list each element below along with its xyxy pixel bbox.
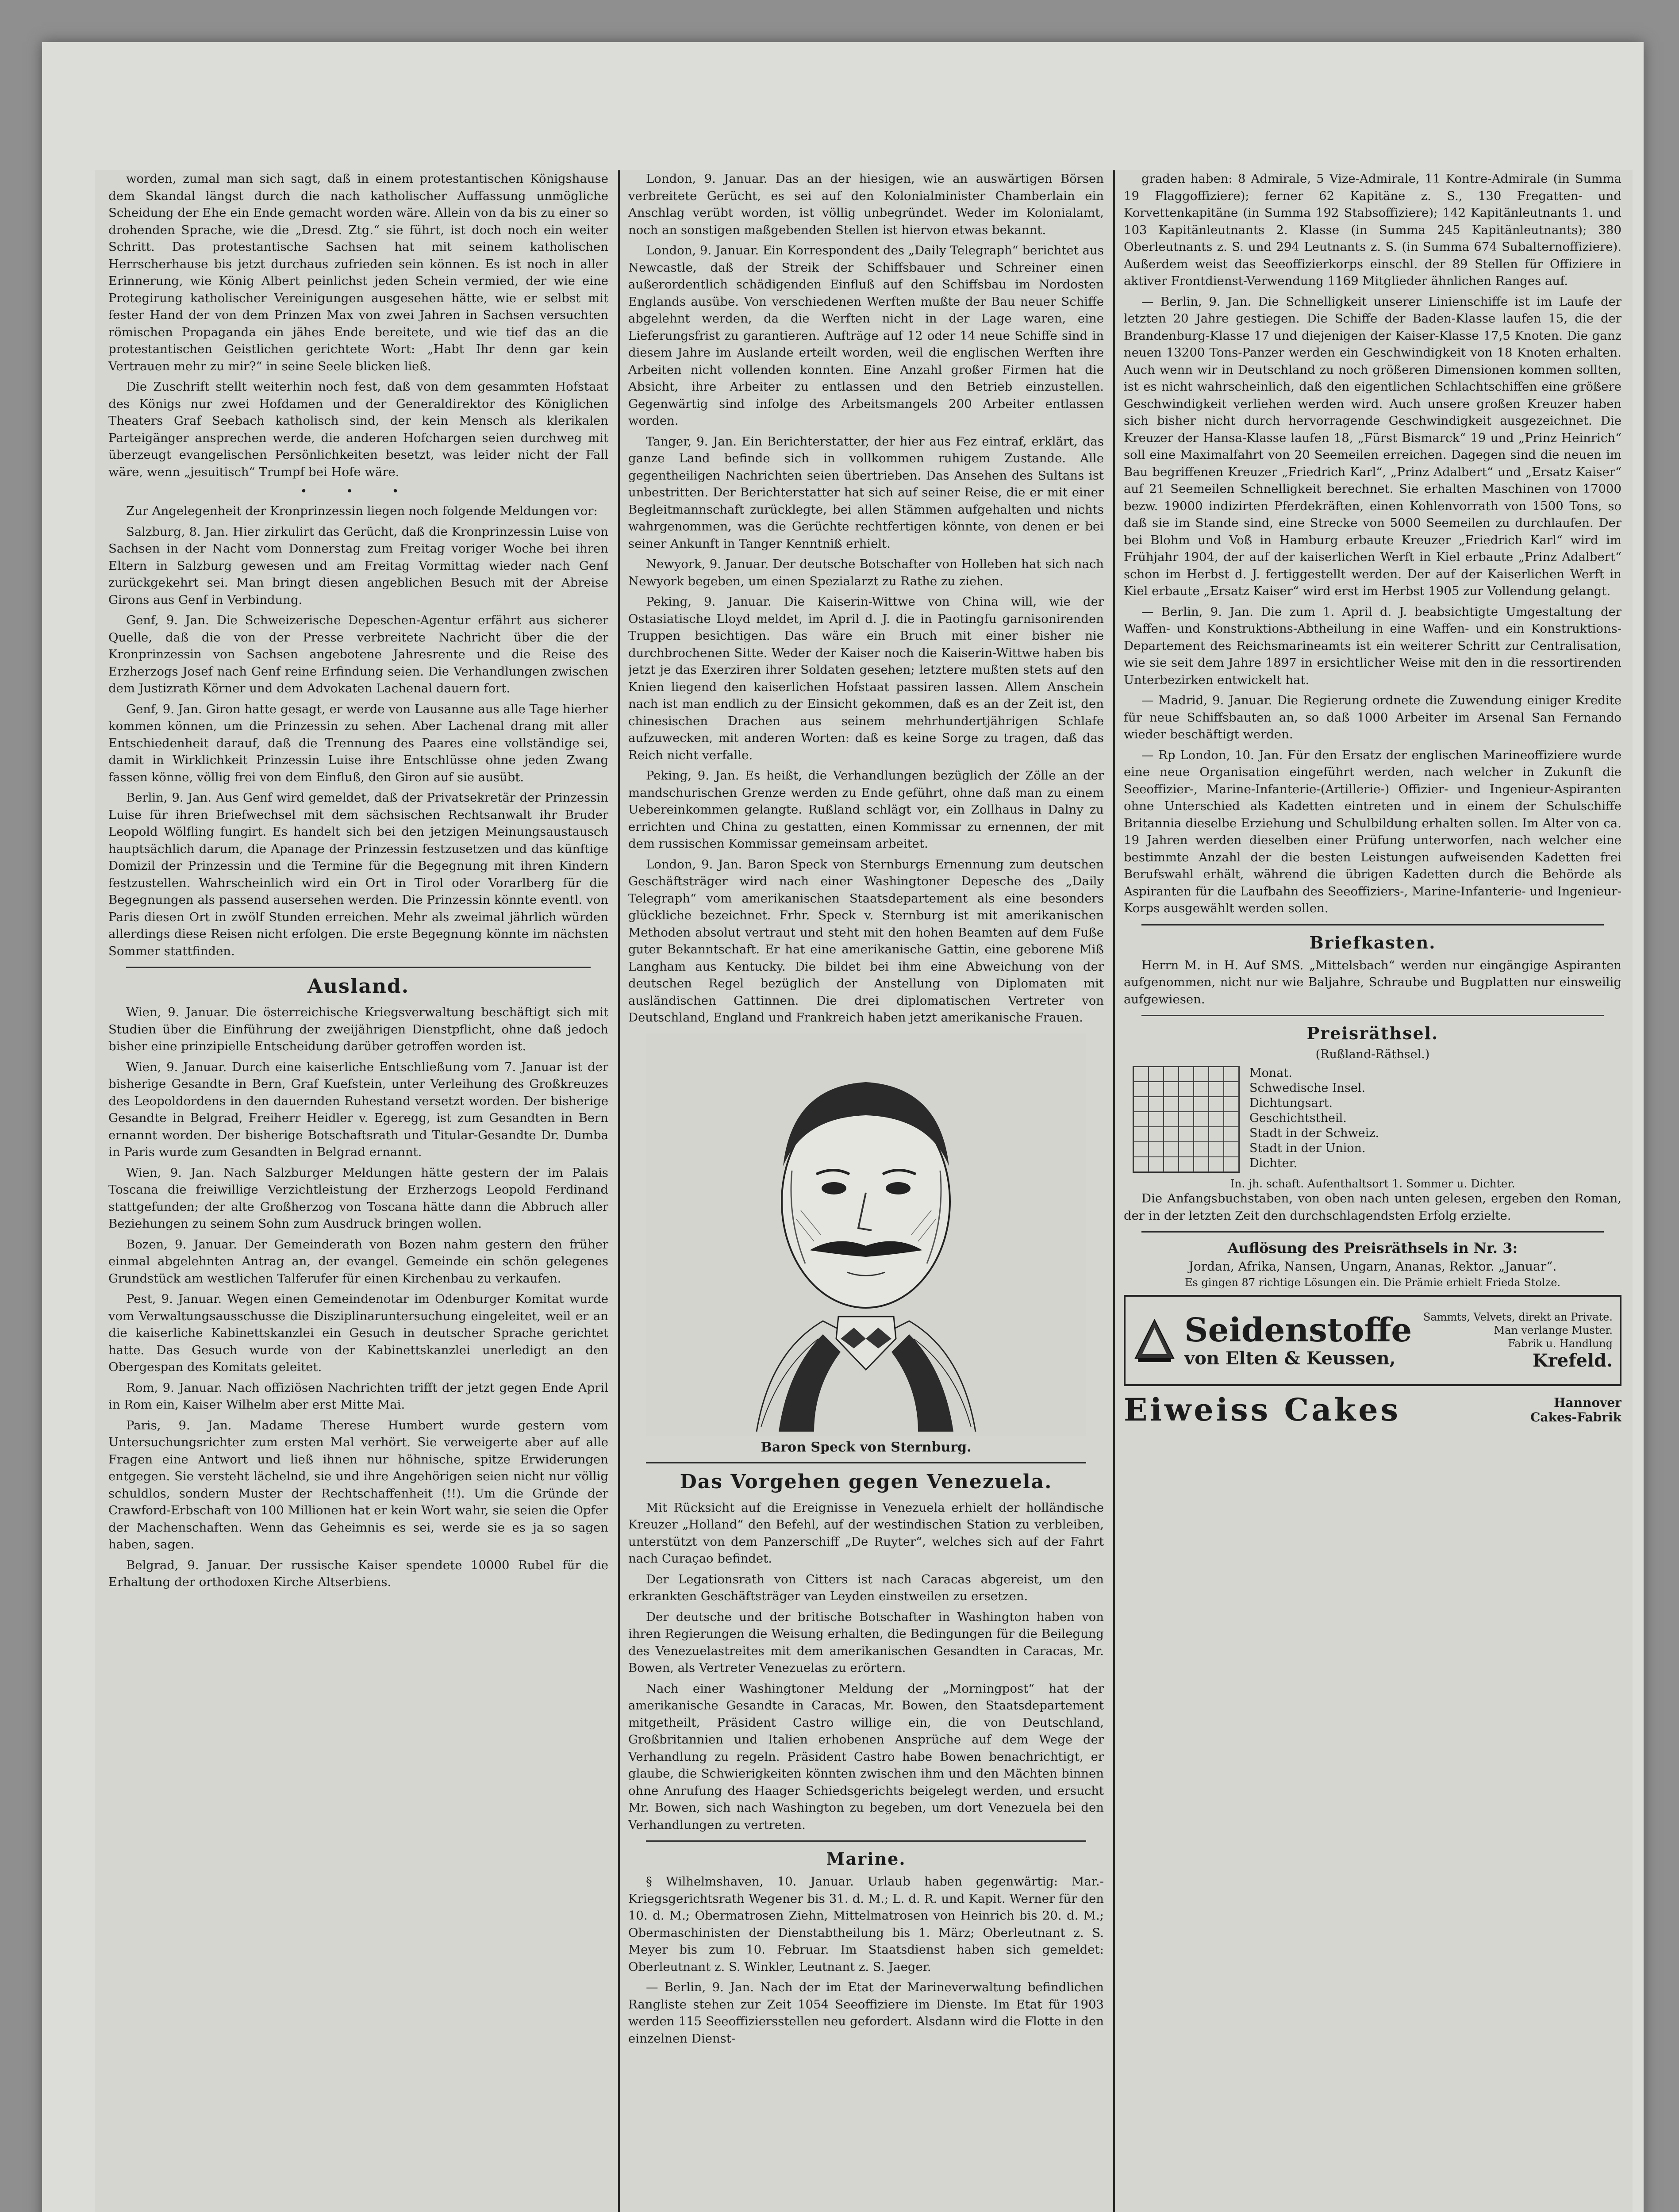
silk-offer: Sammts, Velvets, direkt an Private. Man verlange Muster. — [1423, 1310, 1613, 1336]
section-heading-marine: Marine. — [826, 1849, 906, 1869]
puzzle-clue: Stadt in der Union. — [1249, 1141, 1366, 1155]
puzzle-subtitle: (Rußland-Räthsel.) — [1315, 1048, 1430, 1061]
news-item: — Berlin, 9. Jan. Die Schnelligkeit unserer Linienschiffe ist im Laufe der letzten 20 Jahre gestiegen. Die Schiffe der Baden-Klasse laufen 15, die der Brandenburg-Klasse 17 und diejenigen der Kaiser-Klasse 17,5 Knoten. Die ganz neuen 13200 Tons-Panzer werden ein Geschwindigkeit von 18 Knoten erhalten. Auch wenn wir in Deutschland zu noch größeren Dimensionen kommen sollten, ist es nicht wahrscheinlich, daß den eigentlichen Schlachtschiffen eine größere Geschwindigkeit verliehen werden wird. Auch unsere großen Kreuzer haben sich bisher nicht durch hervorragende Geschwindigkeit ausgezeichnet. Die Kreuzer der Hansa-Klasse laufen 18, „Fürst Bismarck“ 19 und „Prinz Heinrich“ soll eine Maximalfahrt von 20 Seemeilen erreichen. Dagegen sind die neuen im Bau begriffenen Kreuzer „Friedrich Karl“, „Prinz Adalbert“ und „Ersatz Kaiser“ auf 21 Seemeilen Schnelligkeit berechnet. Sie erhalten Maschinen von 17000 bezw. 19000 indizirten Pferdekräften, einen Kohlenvorrath von 1500 Tons, so daß sie im Stande sind, eine Strecke von 5000 Seemeilen zu durchlaufen. Der bei Blohm und Voß in Hamburg erbaute Kreuzer „Friedrich Karl“ wird im Frühjahr 1904, der auf der kaiserlichen Werft in Kiel erbaute „Prinz Adalbert“ schon im Herbst d. J. fertiggestellt werden. Der auf der Kaiserlichen Werft in Kiel erbaute „Ersatz Kaiser“ wird erst im Herbst 1905 zur Vollendung gelangt. — [1124, 294, 1621, 598]
silk-brand: Seidenstoffe — [1184, 1311, 1412, 1349]
column-rule — [618, 170, 620, 2212]
news-item: § Wilhelmshaven, 10. Januar. Urlaub haben gegenwärtig: Mar.-Kriegsgerichtsrath Wegener bis 31. d. M.; L. d. R. und Kapit. Werner für den 10. d. M.; Obermatrosen Ziehn, Mittelmatrosen von Heinrich bis 20. d. M.; Obermaschinisten der Dienstabtheilung bis 1. März; Oberleutnant z. S. Meyer bis zum 10. Februar. Im Staatsdienst haben sich gemeldet: Oberleutnant z. S. Winkler, Leutnant z. S. Jaeger. — [628, 1874, 1104, 1974]
news-item: Wien, 9. Januar. Die österreichische Kriegsverwaltung beschäftigt sich mit Studien über die Einführung der zweijährigen Dienstpflicht, ohne daß jedoch bisher eine prinzipielle Entscheidung darüber getroffen worden ist. — [108, 1005, 608, 1053]
section-intro: Zur Angelegenheit der Kronprinzessin liegen noch folgende Meldungen vor: — [126, 504, 598, 518]
news-item: Peking, 9. Jan. Es heißt, die Verhandlungen bezüglich der Zölle an der mandschurischen Grenze werden zu Ende geführt, ohne daß man zu einem Uebereinkommen gelangte. Rußland schlägt vor, ein Zollhaus in Dalny zu errichten und China zu gestatten, einen Kommissar zu ernennen, der mit dem russischen Kommissar gemeinsam arbeitet. — [628, 768, 1104, 851]
portrait-caption: Baron Speck von Sternburg. — [761, 1439, 972, 1455]
puzzle-clue: Monat. — [1249, 1066, 1292, 1080]
news-item: Bozen, 9. Januar. Der Gemeinderath von Bozen nahm gestern den früher einmal abgelehnten Antrag an, der evangel. Gemeinde ein schön gelegenes Grundstück am westlichen Talferufer für einen Kirchenbau zu verkaufen. — [108, 1237, 608, 1286]
news-item: graden haben: 8 Admirale, 5 Vize-Admirale, 11 Kontre-Admirale (in Summa 19 Flaggoffiziere); ferner 62 Kapitäne z. S., 130 Fregatten- und Korvettenkapitäne (in Summa 192 Stabsoffiziere); 142 Kapitänleutnants 1. und 103 Kapitänleutnants 2. Klasse (in Summa 245 Kapitänleutnants); 380 Oberleutnants z. S. und 294 Leutnants z. S. (in Summa 674 Subalternoffiziere). Außerdem weist das Seeoffizierkorps einschl. der 89 Stellen für Offiziere in aktiver Frontdienst-Verwendung 1169 Mitglieder ähnlichen Ranges auf. — [1124, 172, 1621, 288]
letterbox-text: Herrn M. in H. Auf SMS. „Mittelsbach“ werden nur eingängige Aspiranten aufgenommen, nicht nur wie Baljahre, Schraube und Bugplatten nur einsweilig aufgewiesen. — [1124, 958, 1621, 1006]
news-item: Pest, 9. Januar. Wegen einen Gemeindenotar im Odenburger Komitat wurde vom Verwaltungsausschusse die Disziplinaruntersuchung eingeleitet, weil er an die kaiserliche Kabinettskanzlei ein Gesuch in deutscher Sprache gerichtet hatte. Das Gesuch wurde von der Kabinettskanzlei unerledigt an den Obergespan des Komitats geleitet. — [108, 1292, 608, 1374]
section-heading-puzzle: Preisräthsel. — [1306, 1023, 1439, 1043]
news-item: Der Legationsrath von Citters ist nach Caracas abgereist, um den erkrankten Geschäftsträger van Leyden einstweilen zu ersetzen. — [628, 1572, 1104, 1603]
divider — [126, 967, 591, 968]
newspaper-page — [95, 170, 1633, 2212]
column-2 — [628, 170, 1104, 2212]
divider — [1141, 1231, 1604, 1233]
news-item: Genf, 9. Jan. Die Schweizerische Depeschen-Agentur erfährt aus sicherer Quelle, daß die von der Presse verbreitete Nachricht über die der Kronprinzessin von Sachsen angebotene Jahresrente und die Reise des Erzherzogs Josef nach Genf reine Erfindung seien. Die Verhandlungen zwischen dem Justizrath Körner und dem Advokaten Lachenal dauern fort. — [108, 613, 608, 695]
article-paragraph: Die Zuschrift stellt weiterhin noch fest, daß von dem gesammten Hofstaat des Königs nur zwei Hofdamen und der Generaldirektor des Königlichen Theaters Graf Seebach katholisch sind, der kein Mensch als klerikalen Parteigänger ansprechen werde, die anderen Hofchargen seien durchweg mit überzeugt evangelischen Persönlichkeiten besetzt, was leider nicht der Fall wäre, wenn „jesuitisch“ Trumpf bei Hofe wäre. — [108, 380, 608, 479]
cakes-subtitle: Cakes-Fabrik — [1530, 1409, 1621, 1425]
news-item: Paris, 9. Jan. Madame Therese Humbert wurde gestern vom Untersuchungsrichter zum ersten Mal verhört. Sie verweigerte aber auf alle Fragen eine Antwort und ließ ihnen nur höhnische, spitze Erwiderungen entgegen. Sie versteht lächelnd, sie und ihre Angehörigen seien nicht nur völlig schuldlos, sondern Muster der Rechtschaffenheit (!!). Um die Gründe der Crawford-Erbschaft von 100 Millionen hat er kein Wort wahr, sie seien die Opfer der Machenschaften. Wenn das Geheimnis es sei, werde sie es ja so sagen haben, sagen. — [108, 1418, 608, 1551]
cakes-advertisement — [1124, 1391, 1621, 1428]
silk-maker: von Elten & Keussen, — [1184, 1348, 1396, 1369]
news-item: Belgrad, 9. Januar. Der russische Kaiser spendete 10000 Rubel für die Erhaltung der orthodoxen Kirche Altserbiens. — [108, 1558, 608, 1589]
silk-factory-logo-icon — [1133, 1303, 1176, 1378]
news-item: Genf, 9. Jan. Giron hatte gesagt, er werde von Lausanne aus alle Tage hierher kommen können, um die Prinzessin zu sehen. Aber Lachenal drang mit aller Entschiedenheit darauf, daß die Trennung des Paares eine vollständige sei, damit in Wirklichkeit Prinzessin Luise ihre Entschlüsse ohne jeden Zwang fassen könne, völlig frei von dem Einfluß, den Giron auf sie ausübt. — [108, 702, 608, 784]
solution-note: Es gingen 87 richtige Lösungen ein. Die Prämie erhielt Frieda Stolze. — [1184, 1276, 1561, 1289]
divider — [646, 1462, 1086, 1463]
article-paragraph: worden, zumal man sich sagt, daß in einem protestantischen Königshause dem Skandal längst durch die nach katholischer Auffassung unmögliche Scheidung der Ehe ein Ende gemacht worden wäre. Allein von da bis zu einer so drohenden Sprache, wie die „Dresd. Ztg.“ sie führt, ist doch noch ein weiter Schritt. Das protestantische Sachsen hat mit seinem katholischen Herrscherhause bis jetzt durchaus zufrieden sein können. Es ist noch in aller Erinnerung, wie König Albert peinlichst jeden Schein vermied, der wie eine Protegirung katholischer Vereinigungen ausgesehen hätte, wie er selbst mit fester Hand der von dem Prinzen Max von zwei Jahren in Sachsen versuchten römischen Propaganda ein jähes Ende bereitete, und wie tief das an die protestantischen Geistlichen gerichtete Wort: „Habt Ihr denn gar kein Vertrauen mehr zu mir?“ in seine Seele blicken ließ. — [108, 172, 608, 373]
divider — [1141, 924, 1604, 926]
puzzle-clue: Stadt in der Schweiz. — [1249, 1126, 1379, 1140]
news-item: Newyork, 9. Januar. Der deutsche Botschafter von Holleben hat sich nach Newyork begeben, um einen Spezialarzt zu Rathe zu ziehen. — [628, 557, 1104, 588]
puzzle-text: Die Anfangsbuchstaben, von oben nach unten gelesen, ergeben den Roman, der in der letzten Zeit den durchschlagendsten Erfolg erzielte. — [1124, 1191, 1621, 1223]
news-item: Tanger, 9. Jan. Ein Berichterstatter, der hier aus Fez eintraf, erklärt, das ganze Land befinde sich in vollkommen ruhigem Zustande. Alle gegentheiligen Nachrichten seien übertrieben. Das Ansehen des Sultans ist unbestritten. Der Berichterstatter hat sich auf seiner Reise, die er mit einer Begleitmannschaft zurücklegte, bei allen Stämmen aufgehalten und nichts wahrgenommen, was die Gerüchte rechtfertigen könnte, von denen er bei seiner Ankunft in Tanger Kenntniß erhielt. — [628, 434, 1104, 551]
puzzle-clue: Geschichtstheil. — [1249, 1111, 1347, 1125]
puzzle-clue: Dichtungsart. — [1249, 1096, 1333, 1110]
news-item: London, 9. Januar. Das an der hiesigen, wie an auswärtigen Börsen verbreitete Gerücht, es sei auf den Kolonialminister Chamberlain ein Anschlag verübt worden, ist völlig unbegründet. Weder im Kolonialamt, noch an sonstigen maßgebenden Stellen ist hiervon etwas bekannt. — [628, 172, 1104, 237]
column-1 — [108, 170, 608, 2212]
news-item: Wien, 9. Jan. Nach Salzburger Meldungen hätte gestern der im Palais Toscana die freiwillige Verzichtleistung der Erzherzogs Leopold Ferdinand stattgefunden; der alte Großherzog von Toscana hätte dann die Abbruch aller Beziehungen zu seinem Sohn zum Ausdruck bringen wollen. — [108, 1165, 608, 1231]
news-item: — Rp London, 10. Jan. Für den Ersatz der englischen Marineoffiziere wurde eine neue Organisation eingeführt werden, nach welcher in Zukunft die Seeoffizier-, Marine-Infanterie-(Artillerie-) Offizier- und Ingenieur-Aspiranten ohne Unterschied als Kadetten eintreten und in einem der Schulschiffe Britannia dieselbe Erziehung und Schulbildung erhalten sollen. Im Alter von ca. 19 Jahren werden dieselben einer Prüfung unterworfen, nach welcher eine bestimmte Anzahl der die besten Leistungen aufweisenden Kadetten frei Berufswahl erhält, während die übrigen Kadetten durch die Behörde als Aspiranten für die Laufbahn des Seeoffiziers-, Marine-Infanterie- und Ingenieur-Korps ausgewählt werden sollen. — [1124, 748, 1621, 915]
portrait-illustration — [646, 1033, 1086, 1436]
news-item: Nach einer Washingtoner Meldung der „Morningpost“ hat der amerikanische Gesandte in Caracas, Mr. Bowen, den Staatsdepartement mitgetheilt, Präsident Castro willige ein, die von Deutschland, Großbritannien und Italien erhobenen Ansprüche auf dem Wege der Verhandlung zu regeln. Präsident Castro habe Bowen benachrichtigt, er glaube, die Schwierigkeiten könnten zwischen ihm und den Mächten binnen ohne Anrufung des Haager Schiedsgerichts beigelegt werden, und ersucht Mr. Bowen, sich nach Washington zu begeben, um dort Venezuela bei den Verhandlungen zu vertreten. — [628, 1681, 1104, 1832]
news-item: London, 9. Jan. Baron Speck von Sternburgs Ernennung zum deutschen Geschäftsträger wird nach einer Washingtoner Depesche des „Daily Telegraph“ vom amerikanischen Staatsdepartement als eine besonders glückliche bezeichnet. Frhr. Speck v. Sternburg ist mit amerikanischen Methoden absolut vertraut und steht mit den hohen Beamten auf dem Fuße guter Bekanntschaft. Er hat eine amerikanische Gattin, eine geborene Miß Langham aus Kentucky. Die bildet bei ihm eine Abweichung von der deutschen Regel bezüglich der Anstellung von Diplomaten mit ausländischen Gattinnen. Die drei diplomatischen Vertreter von Deutschland, England und Frankreich haben jetzt amerikanische Frauen. — [628, 857, 1104, 1025]
silk-fabrik: Fabrik u. Handlung — [1508, 1337, 1613, 1350]
column-rule — [1113, 170, 1115, 2212]
section-separator: • • • — [300, 485, 417, 498]
puzzle-block — [1133, 1066, 1613, 1173]
puzzle-grid — [1133, 1066, 1240, 1173]
news-item: Der deutsche und der britische Botschafter in Washington haben von ihren Regierungen die Weisung erhalten, die Bedingungen für die Beilegung des Venezuelastreites mit dem amerikanischen Gesandten in Caracas, Mr. Bowen, als Vertreter Venezuelas zu erörtern. — [628, 1609, 1104, 1675]
portrait-engraving — [646, 1033, 1086, 1436]
puzzle-clue: Dichter. — [1249, 1156, 1298, 1170]
cakes-brand: Eiweiss Cakes — [1124, 1391, 1401, 1428]
news-item: Salzburg, 8. Jan. Hier zirkulirt das Gerücht, daß die Kronprinzessin Luise von Sachsen in der Nacht vom Donnerstag zum Freitag voriger Woche bei ihren Eltern in Salzburg gewesen und am Freitag Vormittag wieder nach Genf zurückgekehrt sei. Man bringt diesen angeblichen Besuch mit der Abreise Girons aus Genf in Verbindung. — [108, 524, 608, 607]
column-3 — [1124, 170, 1621, 2212]
solution-heading: Auflösung des Preisräthsels in Nr. 3: — [1227, 1240, 1518, 1256]
news-item: — Berlin, 9. Jan. Nach der im Etat der Marineverwaltung befindlichen Rangliste stehen zur Zeit 1054 Seeoffiziere im Dienste. Im Etat für 1903 werden 115 Seeoffiziersstellen neu gefordert. Alsdann wird die Flotte in den einzelnen Dienst- — [628, 1980, 1104, 2046]
section-heading-venezuela: Das Vorgehen gegen Venezuela. — [680, 1470, 1053, 1493]
news-item: Mit Rücksicht auf die Ereignisse in Venezuela erhielt der holländische Kreuzer „Holland“ den Befehl, auf der westindischen Station zu verbleiben, unterstützt von dem Panzerschiff „De Ruyter“, welches sich auf der Fahrt nach Curaçao befindet. — [628, 1500, 1104, 1566]
puzzle-clue: Schwedische Insel. — [1249, 1081, 1366, 1095]
news-item: Peking, 9. Januar. Die Kaiserin-Wittwe von China will, wie der Ostasiatische Lloyd meldet, im April d. J. die in Paotingfu garnisonirenden Truppen besichtigen. Das wäre ein Bruch mit einer bisher nie durchbrochenen Sitte. Weder der Kaiser noch die Kaiserin-Wittwe haben bis jetzt je das Exerziren ihrer Soldaten gesehen; letztere mußten stets auf den Knien liegend den kaiserlichen Hofstaat passiren lassen. Allem Anschein nach ist man endlich zu der Einsicht gekommen, daß es an der Zeit ist, den chinesischen Drachen aus seinem mehrhundertjährigen Schlafe aufzuwecken, mit anderen Worten: daß es keine Sorge zu tragen, daß das Reich nicht verfalle. — [628, 595, 1104, 762]
news-item: Berlin, 9. Jan. Aus Genf wird gemeldet, daß der Privatsekretär der Prinzessin Luise für ihren Briefwechsel mit dem sächsischen Rechtsanwalt ihr Bruder Leopold Wölfling fungirt. Es handelt sich bei den jetzigen Meinungsaustausch hauptsächlich darum, die Apanage der Prinzessin festzusetzen und das künftige Domizil der Prinzessin und die Termine für die Begegnung mit ihren Kindern festzustellen. Wahrscheinlich wird ein Ort in Tirol oder Vorarlberg für die Begegnungen als passend ausersehen werden. Die Prinzessin könnte eventl. von Paris diesen Ort in zwölf Stunden erreichen. Mehr als zweimal jährlich würden allerdings diese Reisen nicht erfolgen. Die erste Begegnung könnte im nächsten Sommer stattfinden. — [108, 791, 608, 958]
divider — [1141, 1015, 1604, 1016]
solution-text: Jordan, Afrika, Nansen, Ungarn, Ananas, Rektor. „Januar“. — [1188, 1259, 1557, 1274]
section-heading-briefkasten: Briefkasten. — [1309, 932, 1436, 952]
news-item: Rom, 9. Januar. Nach offiziösen Nachrichten trifft der jetzt gegen Ende April in Rom ein, Kaiser Wilhelm aber erst Mitte Mai. — [108, 1380, 608, 1412]
news-item: — Madrid, 9. Januar. Die Regierung ordnete die Zuwendung einiger Kredite für neue Schiffsbauten an, so daß 1000 Arbeiter im Arsenal San Fernando wieder beschäftigt werden. — [1124, 693, 1621, 741]
news-item: Wien, 9. Januar. Durch eine kaiserliche Entschließung vom 7. Januar ist der bisherige Gesandte in Bern, Graf Kuefstein, unter Verleihung des Großkreuzes des Leopoldordens in den dauernden Ruhestand versetzt worden. Der bisherige Gesandte in Belgrad, Freiherr Heidler v. Egeregg, ist zum Gesandten in Bern ernannt worden. Der bisherige Botschaftsrath und Titular-Gesandte Dr. Dumba in Paris wurde zum Gesandten in Belgrad ernannt. — [108, 1060, 608, 1159]
divider — [646, 1840, 1086, 1842]
silk-city: Krefeld. — [1532, 1350, 1613, 1371]
cakes-city: Hannover — [1554, 1395, 1621, 1410]
news-item: London, 9. Januar. Ein Korrespondent des „Daily Telegraph“ berichtet aus Newcastle, daß der Streik der Schiffsbauer und Schreiner einen außerordentlich schädigenden Einfluß auf den Schiffsbau im Nordosten Englands ausübe. Von verschiedenen Werften mußte der Bau neuer Schiffe abgelehnt werden, da die Werften nicht in der Lage waren, eine Lieferungsfrist zu garantieren. Aufträge auf 12 oder 14 neue Schiffe sind in diesem Jahre im Auslande erteilt worden, weil die englischen Werften ihre Arbeiten nicht vollenden konnten. Eine Anzahl großer Firmen hat die Absicht, ihre Arbeiter zu entlassen und den Betrieb einzustellen. Gegenwärtig sind infolge des Arbeitsmangels 200 Arbeiter entlassen worden. — [628, 243, 1104, 428]
news-item: — Berlin, 9. Jan. Die zum 1. April d. J. beabsichtigte Umgestaltung der Waffen- und Konstruktions-Abtheilung in eine Waffen- und ein Konstruktions-Departement des Reichsmarineamts ist ein weiterer Schritt zur Centralisation, wie sie seit dem Jahre 1897 in ersichtlicher Weise mit den in die ressortirenden Unterbezirken entwickelt hat. — [1124, 604, 1621, 687]
puzzle-note: In. jh. schaft. Aufenthaltsort 1. Sommer u. Dichter. — [1230, 1177, 1515, 1190]
silk-advertisement — [1124, 1295, 1621, 1386]
section-heading-ausland: Ausland. — [307, 975, 410, 998]
